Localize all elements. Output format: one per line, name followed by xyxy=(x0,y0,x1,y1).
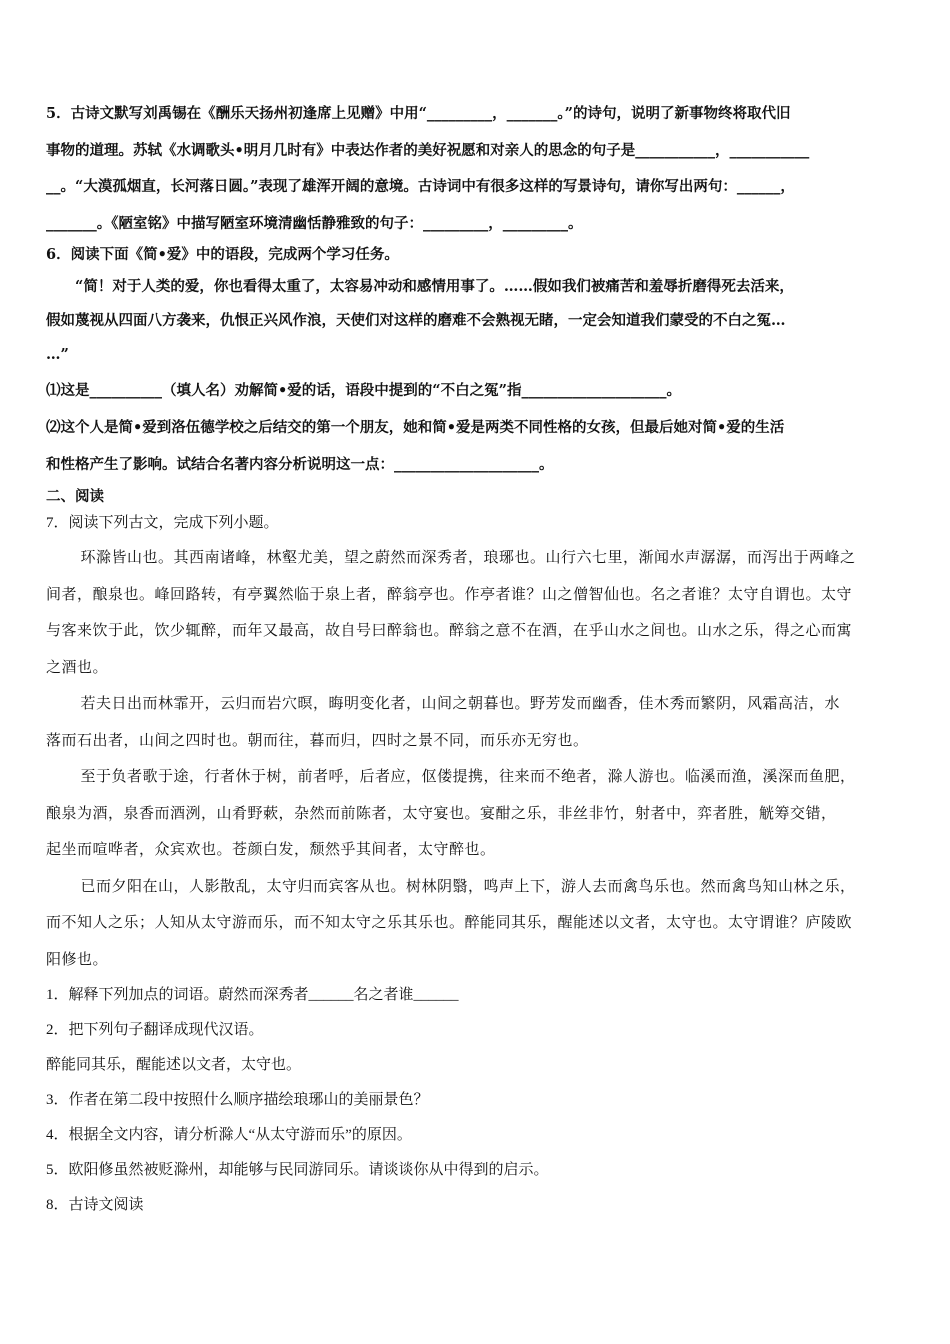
passage-paragraph-4 xyxy=(46,869,910,979)
question-list xyxy=(46,978,910,1223)
sub2-line-1: ⑵这个人是简•爱到洛伍德学校之后结交的第一个朋友，她和简•爱是两类不同性格的女孩，但最后她对简•爱的生活 xyxy=(46,419,785,436)
document-page xyxy=(46,96,910,1223)
question-6-title: 6．阅读下面《简•爱》中的语段，完成两个学习任务。 xyxy=(46,246,399,263)
quote-line-1: “简！对于人类的爱，你也看得太重了，太容易冲动和感情用事了。……假如我们被痛苦和羞辱折磨得死去活来， xyxy=(75,278,794,295)
sub2-line-2: 和性格产生了影响。试结合名著内容分析说明这一点：____________________。 xyxy=(46,456,554,473)
sub-question-4: 4．根据全文内容，请分析滁人“从太守游而乐”的原因。 xyxy=(46,1127,412,1143)
sub-question-3: 3．作者在第二段中按照什么顺序描绘琅琊山的美丽景色？ xyxy=(46,1092,429,1108)
p4-line-1: 已而夕阳在山，人影散乱，太守归而宾客从也。树林阴翳，鸣声上下，游人去而禽鸟乐也。然而禽鸟知山林之乐， xyxy=(80,878,856,895)
p1-line-1: 环滁皆山也。其西南诸峰，林壑尤美，望之蔚然而深秀者，琅琊也。山行六七里，渐闻水声潺潺，而泻出于两峰之 xyxy=(80,550,856,566)
q5-line-1: 5．古诗文默写刘禹锡在《酬乐天扬州初逢席上见赠》中用“_________，_______。”的诗句，说明了新事物终将取代旧 xyxy=(46,105,791,122)
p1-line-4: 之酒也。 xyxy=(46,659,109,676)
question-6-sub-1: ⑴这是__________（填人名）劝解简•爱的话，语段中提到的“不白之冤”指____________________。 xyxy=(46,382,681,399)
passage-paragraph-1 xyxy=(46,540,910,686)
sub-question-1: 1．解释下列加点的词语。蔚然而深秀者______名之者谁______ xyxy=(46,987,459,1003)
p4-line-3: 阳修也。 xyxy=(46,951,109,968)
question-8-title: 8．古诗文阅读 xyxy=(46,1197,144,1213)
p4-line-2: 而不知人之乐；人知从太守游而乐，而不知太守之乐其乐也。醉能同其乐，醒能述以文者，太守也。太守谓谁？庐陵欧 xyxy=(46,915,853,931)
translation-sentence: 醉能同其乐，醒能述以文者，太守也。 xyxy=(46,1057,302,1073)
sub-question-5: 5．欧阳修虽然被贬滁州，却能够与民同游同乐。请谈谈你从中得到的启示。 xyxy=(46,1162,549,1178)
jane-eyre-quote xyxy=(46,270,910,372)
sub-question-2: 2．把下列句子翻译成现代汉语。 xyxy=(46,1022,264,1038)
q5-line-2: 事物的道理。苏轼《水调歌头•明月几时有》中表达作者的美好祝愿和对亲人的思念的句子是___________，___________ xyxy=(46,141,810,159)
question-7-title: 7．阅读下列古文，完成下列小题。 xyxy=(46,515,279,531)
passage-paragraph-2 xyxy=(46,686,910,759)
passage-paragraph-3 xyxy=(46,759,910,869)
q5-line-4: _______。《陋室铭》中描写陋室环境清幽恬静雅致的句子：_________，_________。 xyxy=(46,214,583,232)
p2-line-1: 若夫日出而林霏开，云归而岩穴暝，晦明变化者，山间之朝暮也。野芳发而幽香，佳木秀而繁阴，风霜高洁，水 xyxy=(80,696,841,712)
quote-line-2: 假如蔑视从四面八方袭来，仇恨正兴风作浪，天使们对这样的磨难不会熟视无睹，一定会知道我们蒙受的不白之冤… xyxy=(46,312,786,329)
p3-line-2: 酿泉为酒，泉香而酒洌，山肴野蔌，杂然而前陈者，太守宴也。宴酣之乐，非丝非竹，射者中，弈者胜，觥筹交错， xyxy=(46,805,837,822)
p1-line-2: 间者，酿泉也。峰回路转，有亭翼然临于泉上者，醉翁亭也。作亭者谁？山之僧智仙也。名之者谁？太守自谓也。太守 xyxy=(46,586,853,603)
p1-line-3: 与客来饮于此，饮少辄醉，而年又最高，故自号曰醉翁也。醉翁之意不在酒，在乎山水之间也。山水之乐，得之心而寓 xyxy=(46,623,853,639)
quote-line-3: …” xyxy=(46,346,69,363)
p3-line-3: 起坐而喧哗者，众宾欢也。苍颜白发，颓然乎其间者，太守醉也。 xyxy=(46,842,496,858)
question-6-sub-2 xyxy=(46,409,910,483)
section-2-heading: 二、阅读 xyxy=(46,488,104,505)
q5-line-3: __。“大漠孤烟直，长河落日圆。”表现了雄浑开阔的意境。古诗词中有很多这样的写景诗句，请你写出两句：______， xyxy=(46,178,795,195)
p3-line-1: 至于负者歌于途，行者休于树，前者呼，后者应，伛偻提携，往来而不绝者，滁人游也。临溪而渔，溪深而鱼肥， xyxy=(80,769,856,785)
p2-line-2: 落而石出者，山间之四时也。朝而往，暮而归，四时之景不同，而乐亦无穷也。 xyxy=(46,732,589,749)
question-5 xyxy=(46,96,910,242)
